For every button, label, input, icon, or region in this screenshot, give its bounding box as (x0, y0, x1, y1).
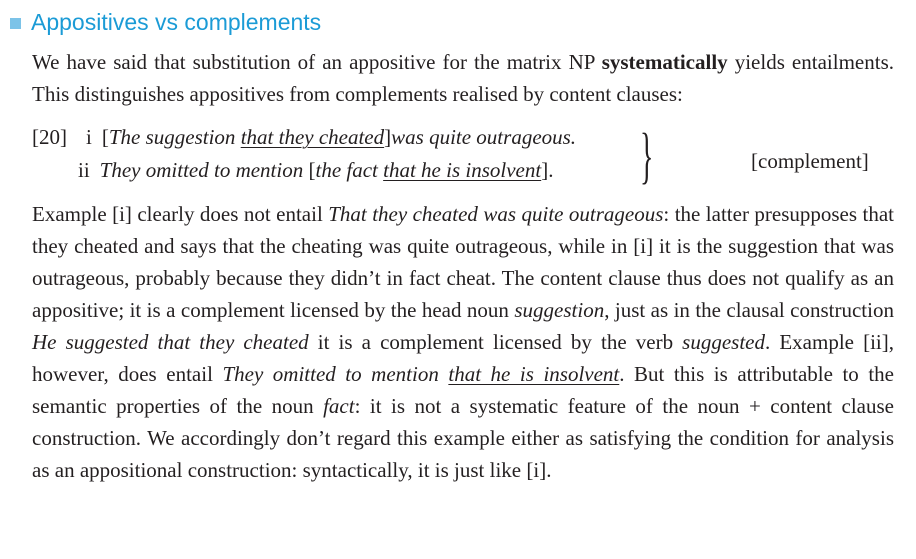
example-ii-text-1: They omitted to mention (99, 158, 309, 182)
heading-square-icon (10, 18, 21, 29)
p2-underlined-clause: that he is insolvent (448, 362, 620, 386)
p1-text-2: yields entailments. This distinguishes appositives from complements realised by content clauses: (32, 50, 894, 106)
example-ii (78, 155, 553, 185)
example-ii-close-bracket: ]. (541, 158, 554, 182)
p2-text-4: it is a complement licensed by the verb (308, 330, 683, 354)
p2-italic-6: fact (323, 394, 355, 418)
p2-text-6: . But this is attributable to the semantic properties of the noun (32, 362, 894, 418)
example-i-text-2: was quite outrageous. (391, 125, 577, 149)
example-i-underlined: that they cheated (240, 125, 385, 149)
p2-italic-2: suggestion (514, 298, 605, 322)
p2-text-2: : the latter presupposes that they cheated and says that the cheating was quite outrageous, while in [i] it is the suggestion that was outrageous, probably because they didn’t in fact cheat. The content clause thus does not qualify as an appositive; it is a complement licensed by the head noun (32, 202, 894, 322)
p2-text-7: : it is not a systematic feature of the noun + content clause construction. We accordingly don’t regard this example either as satisfying the condition for analysis as an appositional construction: syntactically, it is just like [i]. (32, 394, 894, 482)
example-ii-underlined: that he is insolvent (383, 158, 542, 182)
p1-text-1: We have said that substitution of an appositive for the matrix NP (32, 50, 602, 74)
p2-italic-5: They omitted to mention (222, 362, 449, 386)
example-ii-open-bracket: [ (308, 158, 316, 182)
example-ii-text-2: the fact (315, 158, 384, 182)
example-ii-label: ii (78, 158, 90, 182)
p2-text-3: , just as in the clausal construction (604, 298, 894, 322)
example-i (86, 122, 576, 152)
discussion-paragraph (32, 198, 894, 486)
example-category-label: [complement] (751, 149, 869, 173)
example-i-label: i (86, 125, 92, 149)
section-heading (10, 9, 321, 36)
example-i-open-bracket: [ (101, 125, 109, 149)
intro-paragraph (32, 46, 894, 110)
p2-text-5: . Example [ii], however, does entail (32, 330, 894, 386)
example-brace: } (640, 122, 654, 190)
p2-text-1: Example [i] clearly does not entail (32, 202, 329, 226)
p2-italic-3: He suggested that they cheated (32, 330, 309, 354)
p2-italic-1: That they cheated was quite outrageous (328, 202, 664, 226)
example-i-text-1: The suggestion (108, 125, 241, 149)
example-number: [20] (32, 125, 67, 149)
heading-text: Appositives vs complements (31, 9, 322, 35)
example-i-close-bracket: ] (384, 125, 392, 149)
p1-bold-term: systematically (601, 50, 728, 74)
p2-italic-4: suggested (682, 330, 765, 354)
